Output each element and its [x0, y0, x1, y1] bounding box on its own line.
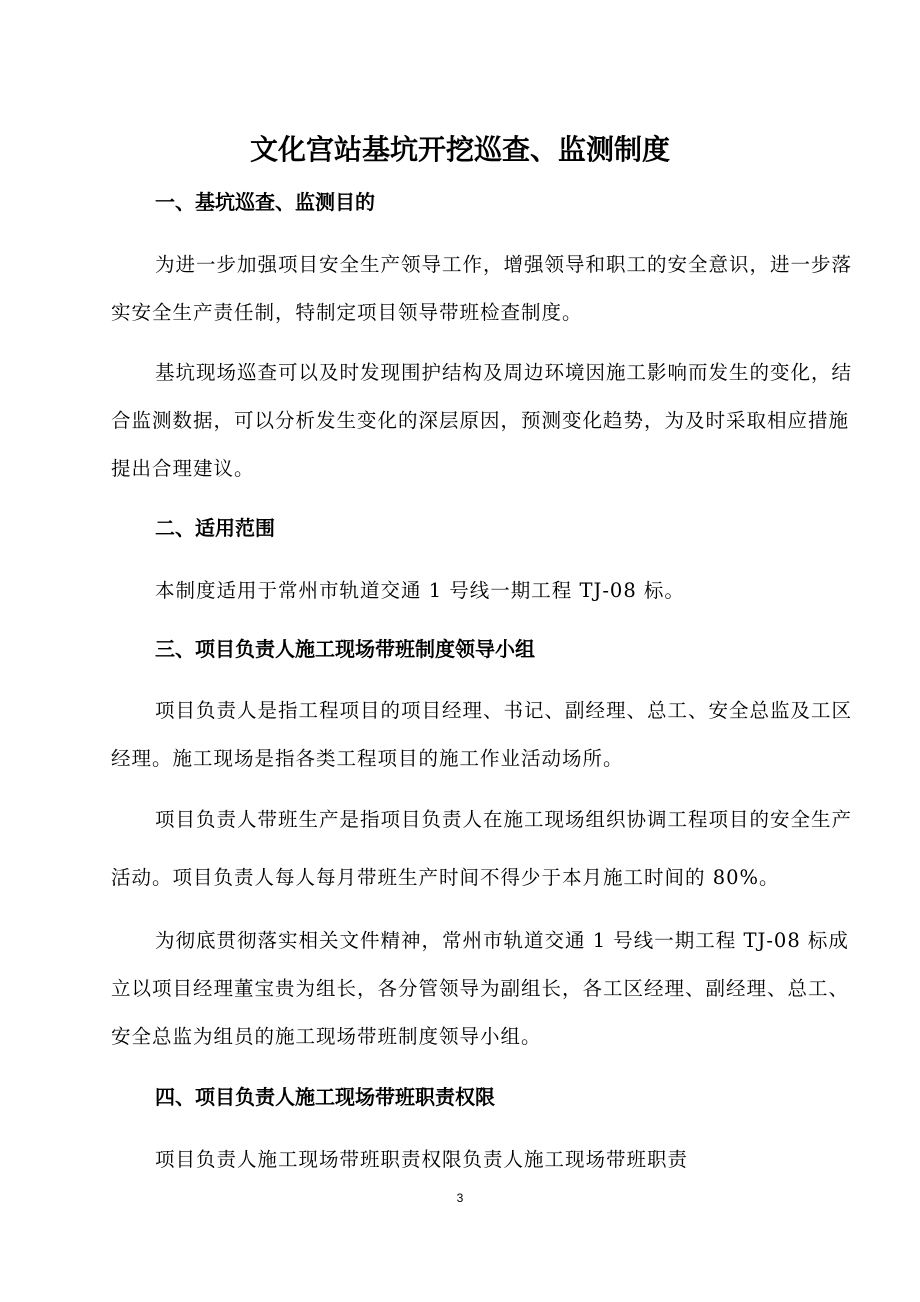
section-3-paragraph-2: 项目负责人带班生产是指项目负责人在施工现场组织协调工程项目的安全生产活动。项目负责人每人每月带班生产时间不得少于本月施工时间的 80%。 [111, 808, 853, 889]
section-1-paragraph-2: 基坑现场巡查可以及时发现围护结构及周边环境因施工影响而发生的变化，结合监测数据，可以分析发生变化的深层原因，预测变化趋势，为及时采取相应措施提出合理建议。 [111, 361, 853, 480]
section-heading-2: 二、适用范围 [155, 516, 275, 540]
section-heading-1: 一、基坑巡查、监测目的 [155, 190, 375, 214]
section-4-paragraph-1: 项目负责人施工现场带班职责权限负责人施工现场带班职责 [155, 1148, 689, 1171]
section-heading-3: 三、项目负责人施工现场带班制度领导小组 [155, 637, 535, 661]
page-number: 3 [456, 1191, 464, 1205]
section-3-paragraph-3: 为彻底贯彻落实相关文件精神，常州市轨道交通 1 号线一期工程 TJ-08 标成立以项目经理董宝贵为组长，各分管领导为副组长，各工区经理、副经理、总工、安全总监为组员的施工现场带班制度领导小组。 [111, 929, 850, 1048]
section-1-paragraph-1: 为进一步加强项目安全生产领导工作，增强领导和职工的安全意识，进一步落实安全生产责任制，特制定项目领导带班检查制度。 [111, 253, 853, 324]
section-2-paragraph-1: 本制度适用于常州市轨道交通 1 号线一期工程 TJ-08 标。 [155, 579, 685, 602]
section-3-paragraph-1: 项目负责人是指工程项目的项目经理、书记、副经理、总工、安全总监及工区经理。施工现场是指各类工程项目的施工作业活动场所。 [111, 699, 853, 770]
section-heading-4: 四、项目负责人施工现场带班职责权限 [155, 1085, 495, 1109]
document-title: 文化宫站基坑开挖巡查、监测制度 [249, 133, 670, 166]
